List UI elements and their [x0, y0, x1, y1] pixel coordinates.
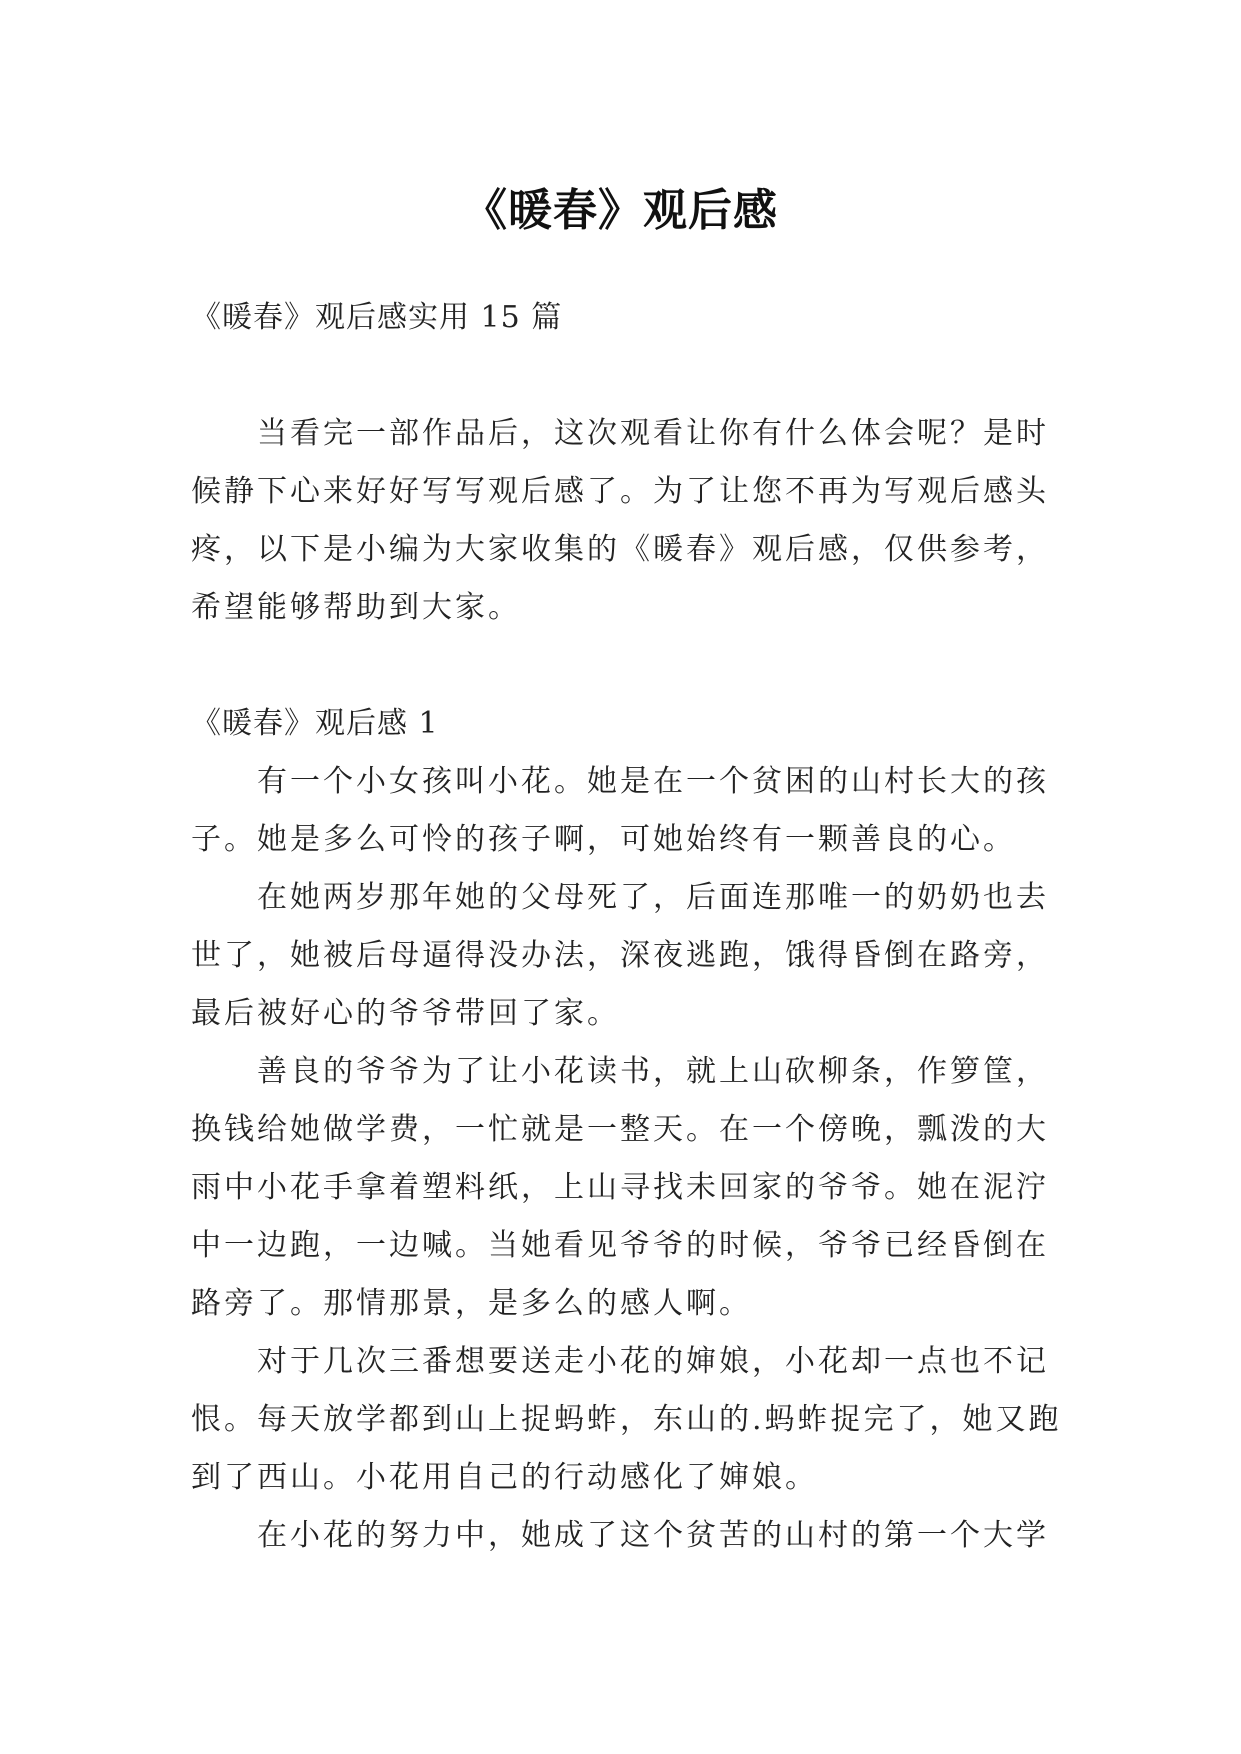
spacer	[191, 347, 1071, 405]
document-title: 《暖春》观后感	[463, 185, 778, 237]
intro-paragraph: 当看完一部作品后，这次观看让你有什么体会呢？是时候静下心来好好写写观后感了。为了让您不再为写观后感头疼，以下是小编为大家收集的《暖春》观后感，仅供参考，希望能够帮助到大家。	[191, 416, 1049, 625]
spacer	[191, 637, 1071, 695]
body-paragraph: 善良的爷爷为了让小花读书，就上山砍柳条，作箩筐，换钱给她做学费，一忙就是一整天。在一个傍晚，瓢泼的大雨中小花手拿着塑料纸，上山寻找未回家的爷爷。她在泥泞中一边跑，一边喊。当她看见爷爷的时候，爷爷已经昏倒在路旁了。那情那景，是多么的感人啊。	[191, 1054, 1049, 1321]
document-subtitle: 《暖春》观后感实用 15 篇	[191, 300, 563, 335]
body-paragraph: 在小花的努力中，她成了这个贫苦的山村的第一个大学	[257, 1518, 1049, 1553]
body-paragraph: 在她两岁那年她的父母死了，后面连那唯一的奶奶也去世了，她被后母逼得没办法，深夜逃跑，饿得昏倒在路旁，最后被好心的爷爷带回了家。	[191, 880, 1049, 1031]
document-body	[191, 289, 1071, 1565]
section-heading: 《暖春》观后感 1	[191, 706, 439, 741]
body-paragraph: 对于几次三番想要送走小花的婶娘，小花却一点也不记恨。每天放学都到山上捉蚂蚱，东山的.蚂蚱捉完了，她又跑到了西山。小花用自己的行动感化了婶娘。	[191, 1344, 1062, 1495]
body-paragraph: 有一个小女孩叫小花。她是在一个贫困的山村长大的孩子。她是多么可怜的孩子啊，可她始终有一颗善良的心。	[191, 764, 1049, 857]
